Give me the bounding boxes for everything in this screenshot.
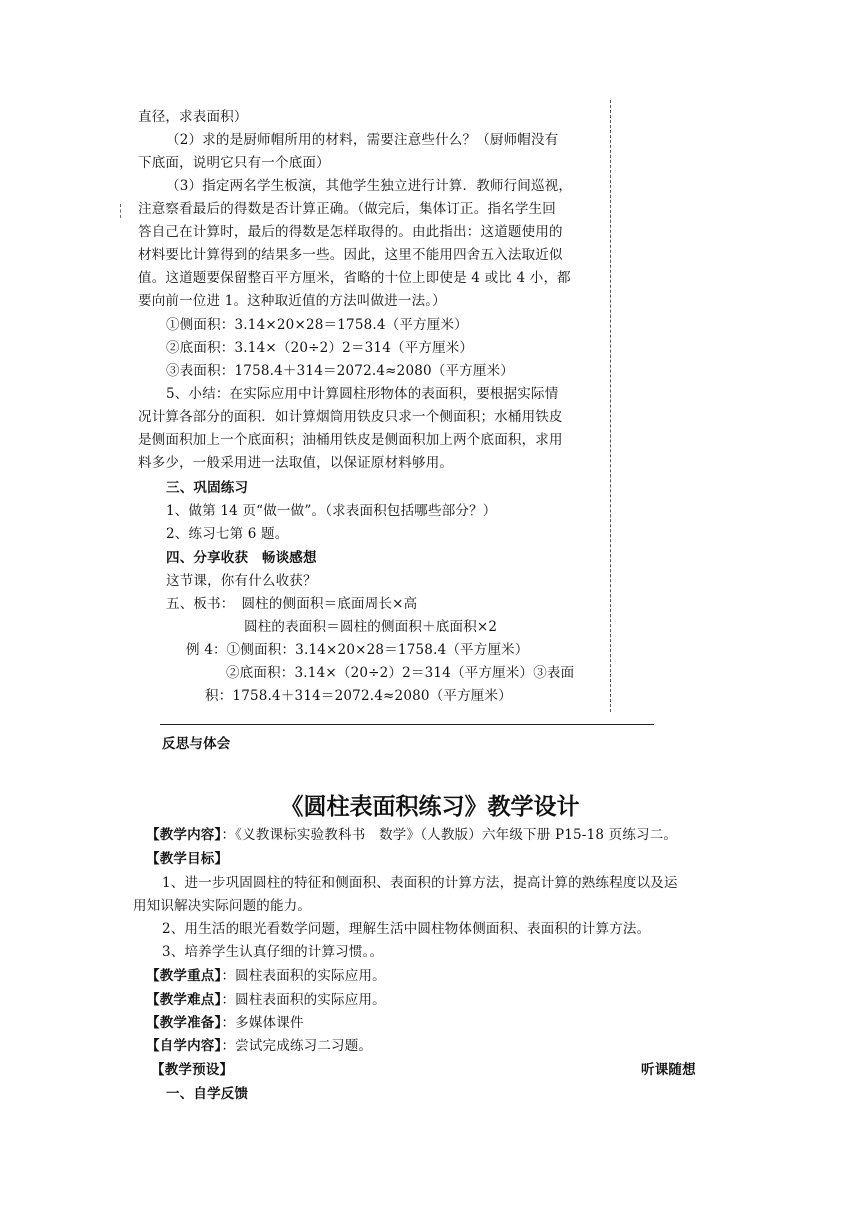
formula-line: ③表面积：1758.4＋314＝2072.4≈2080（平方厘米） [166,363,515,379]
text-line: 材料要比计算得到的结果多一些。因此，这里不能用四舍五入法取近似 [138,247,563,263]
section-heading: 四、分享收获 畅谈感想 [166,550,317,566]
text-line: 这节课，你有什么收获？ [166,573,317,589]
binding-mark [120,204,121,218]
board-example-line: 积：1758.4＋314＝2072.4≈2080（平方厘米） [205,688,512,704]
preparation-text: ：多媒体课件 [221,1015,304,1031]
board-formula-line: 圆柱的表面积＝圆柱的侧面积＋底面积×2 [244,619,498,635]
text-line: 注意察看最后的得数是否计算正确。（做完后，集体订正。指名学生回 [138,201,556,217]
teaching-content-text: ：《义教课标实验教科书 数学》（人教版）六年级下册 P15-18 页练习二。 [221,827,678,843]
reflection-label: 反思与体会 [162,736,231,752]
lesson-title: 《圆柱表面积练习》教学设计 [280,794,580,820]
formula-line: ②底面积：3.14×（20÷2）2＝314（平方厘米） [166,340,474,356]
board-example-line: ②底面积：3.14×（20÷2）2＝314（平方厘米）③表面 [226,665,575,681]
self-study-row [146,1037,372,1055]
text-line: （3）指定两名学生板演，其他学生独立进行计算．教师行间巡视， [166,178,573,194]
self-study-label: 【自学内容】 [146,1038,222,1054]
board-example-line: 例 4：①侧面积：3.14×20×28＝1758.4（平方厘米） [186,642,529,658]
key-point-text: ：圆柱表面积的实际应用。 [221,968,386,984]
formula-line: ①侧面积：3.14×20×28＝1758.4（平方厘米） [166,317,468,333]
board-title-line: 五、板书： 圆柱的侧面积＝底面周长×高 [166,596,418,612]
text-line: 答自己在计算时，最后的得数是怎样取得的。由此指出：这道题使用的 [138,224,563,240]
self-study-text: ：尝试完成练习二习题。 [221,1038,373,1054]
preparation-row [146,1014,304,1032]
goal-item: 用知识解决实际问题的能力。 [133,898,312,914]
difficulty-text: ：圆柱表面积的实际应用。 [221,992,386,1008]
teaching-preset-label: 【教学预设】 [151,1062,234,1078]
text-line: 是侧面积加上一个底面积；油桶用铁皮是侧面积加上两个底面积，求用 [138,432,563,448]
text-line: 况计算各部分的面积．如计算烟筒用铁皮只求一个侧面积；水桶用铁皮 [138,409,563,425]
text-line: 直径，求表面积） [138,109,248,125]
margin-dashed-line [610,100,611,712]
section-divider [160,724,654,725]
teaching-content-row [146,826,677,844]
teaching-content-label: 【教学内容】 [146,827,222,843]
teaching-goals-label: 【教学目标】 [146,851,229,867]
text-line: （2）求的是厨师帽所用的材料，需要注意些什么？（厨师帽没有 [166,132,559,148]
text-line: 5、小结：在实际应用中计算圆柱形物体的表面积，要根据实际情 [166,386,559,402]
difficulty-label: 【教学难点】 [146,992,222,1008]
key-point-row [146,967,386,985]
difficulty-row [146,991,386,1009]
text-line: 值。这道题要保留整百平方厘米，省略的十位上即使是 4 或比 4 小，都 [138,270,571,286]
section-heading: 一、自学反馈 [166,1086,249,1102]
text-line: 1、做第 14 页“做一做”。（求表面积包括哪些部分？） [166,503,497,519]
key-point-label: 【教学重点】 [146,968,222,984]
text-line: 下底面，说明它只有一个底面） [138,155,330,171]
text-line: 要向前一位进 1。这种取近值的方法叫做进一法。） [138,293,446,309]
lecture-notes-label: 听课随想 [641,1062,696,1078]
goal-item: 2、用生活的眼光看数学问题，理解生活中圆柱物体侧面积、表面积的计算方法。 [162,921,651,937]
goal-item: 1、进一步巩固圆柱的特征和侧面积、表面积的计算方法，提高计算的熟练程度以及运 [162,875,678,891]
section-heading: 三、巩固练习 [166,480,249,496]
preparation-label: 【教学准备】 [146,1015,222,1031]
text-line: 料多少，一般采用进一法取值，以保证原材料够用。 [138,455,454,471]
text-line: 2、练习七第 6 题。 [166,526,289,542]
goal-item: 3、培养学生认真仔细的计算习惯。。 [162,944,384,960]
